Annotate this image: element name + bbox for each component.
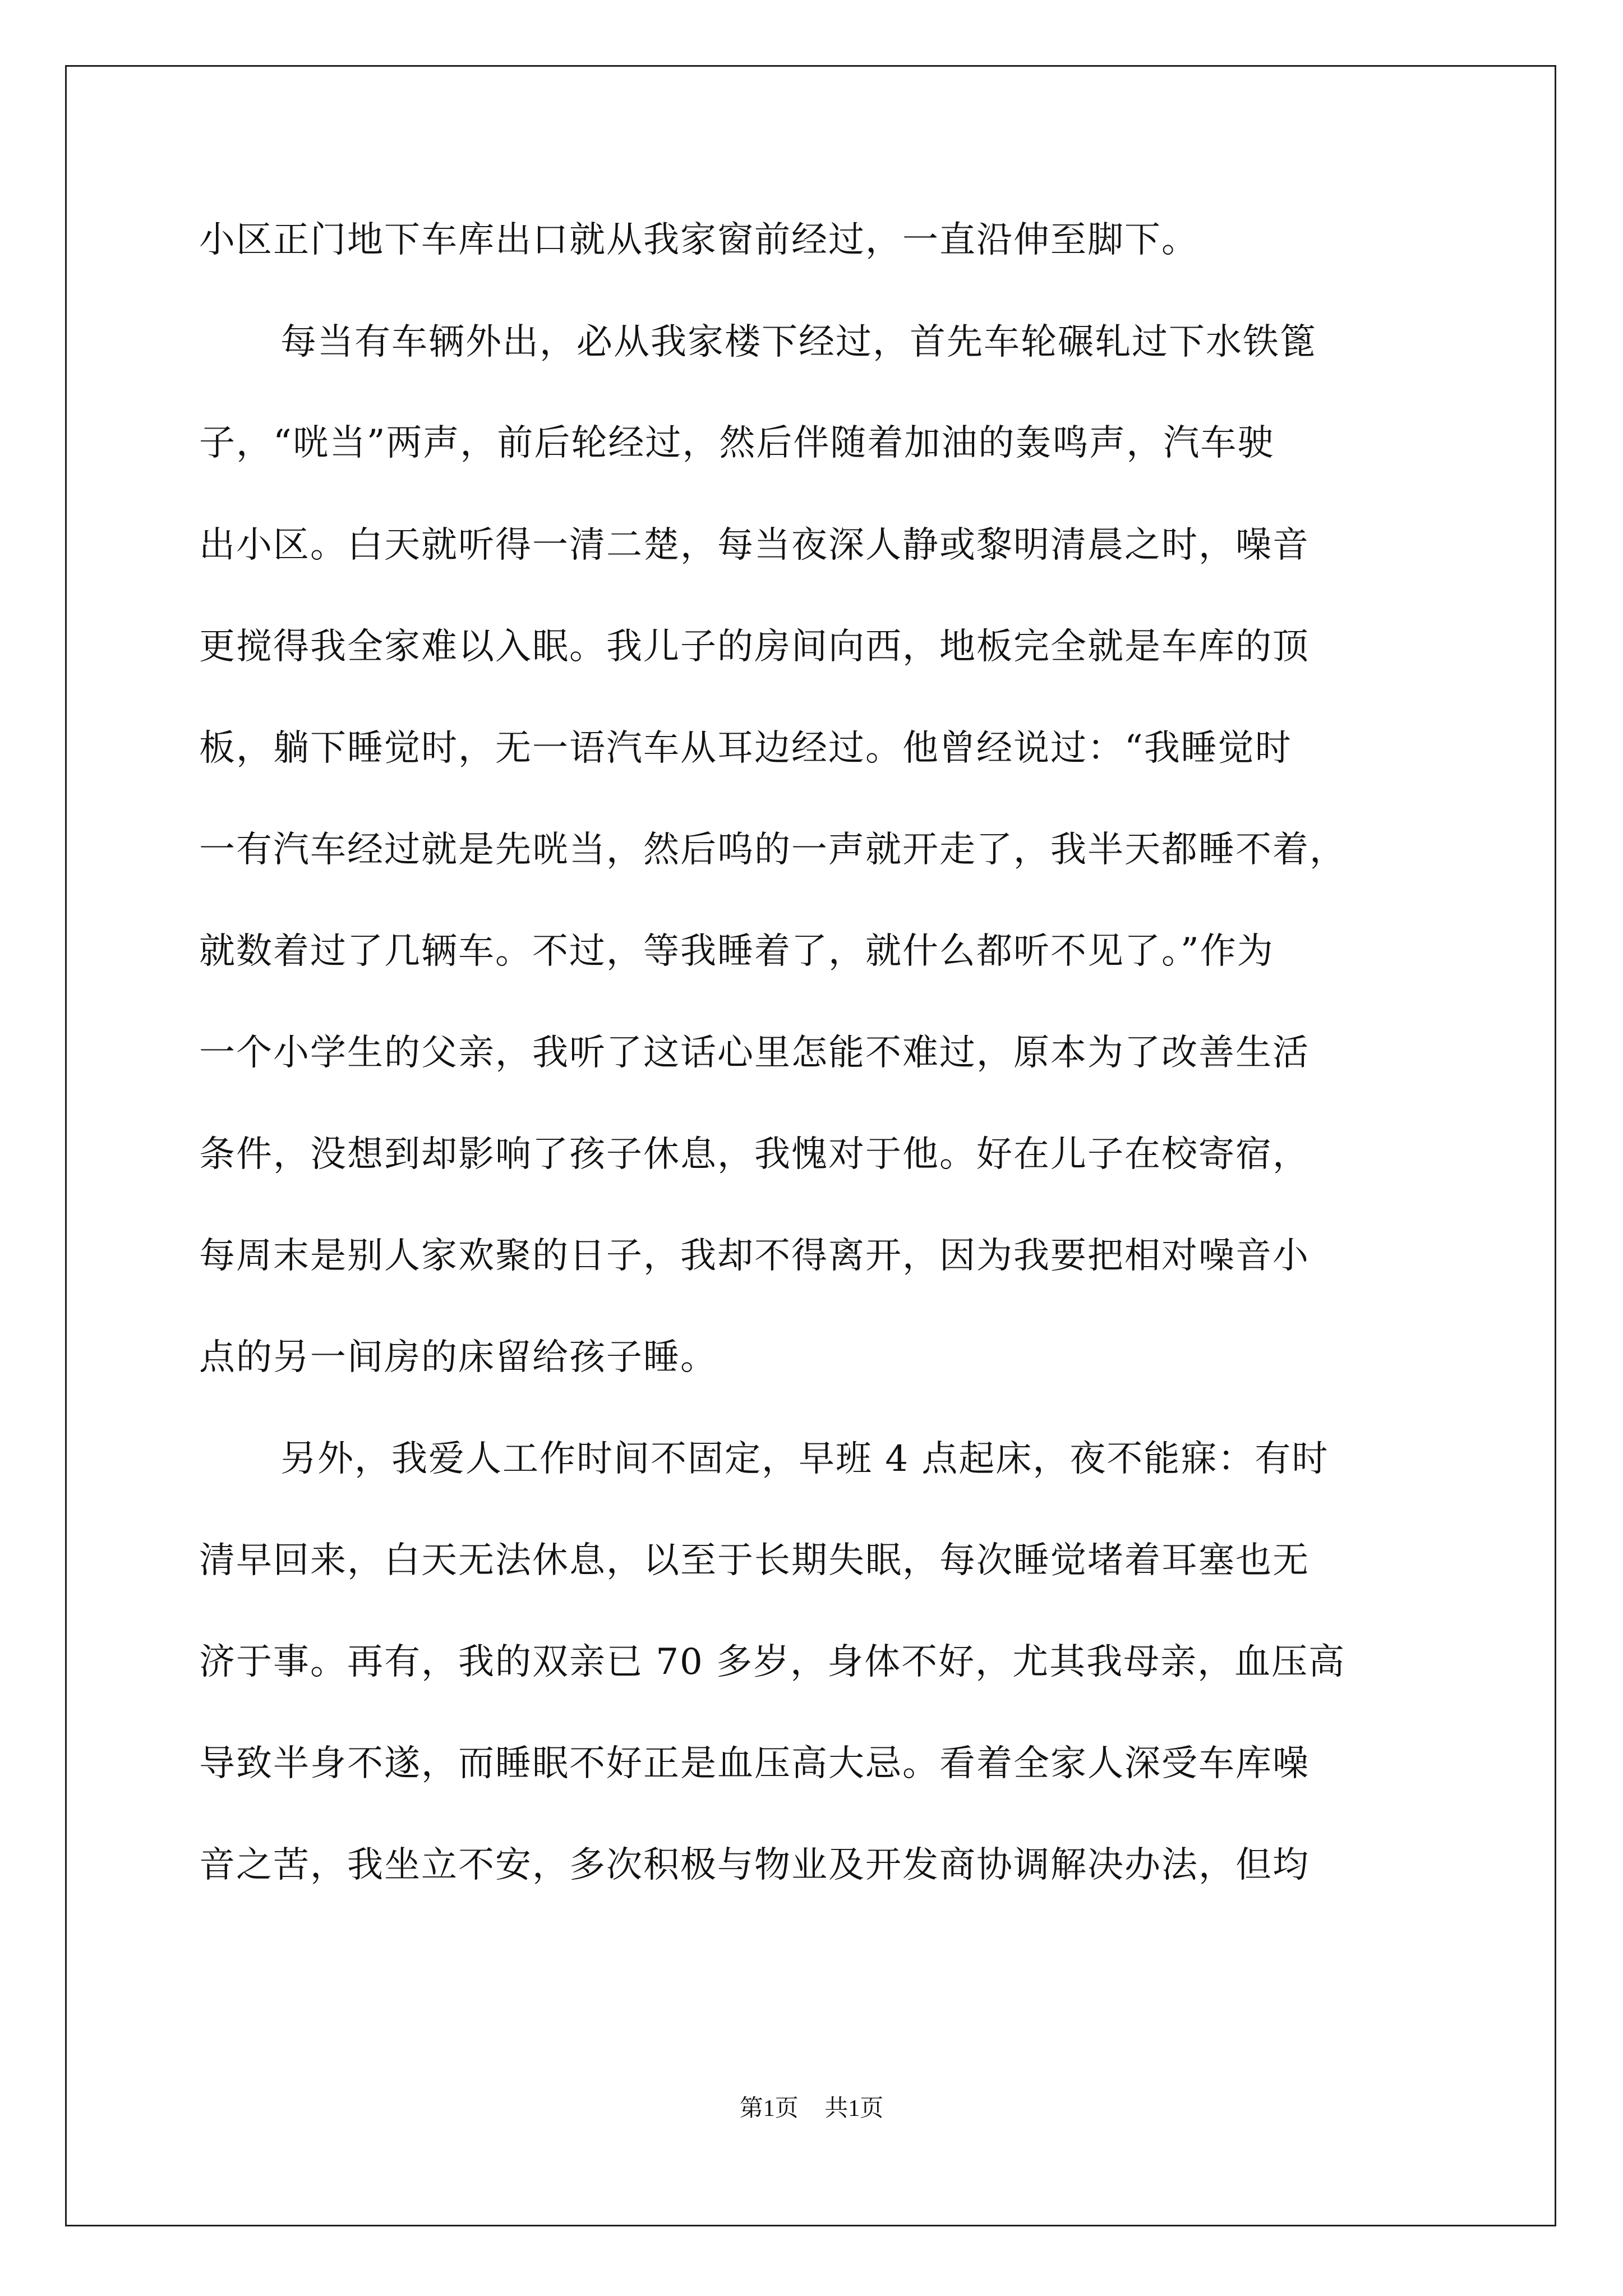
text-line: 音之苦，我坐立不安，多次积极与物业及开发商协调解决办法，但均 <box>199 1844 1310 1886</box>
text-line: 更搅得我全家难以入眠。我儿子的房间向西，地板完全就是车库的顶 <box>199 626 1310 668</box>
text-line: 出小区。白天就听得一清二楚，每当夜深人静或黎明清晨之时，噪音 <box>199 524 1310 566</box>
paragraph-start-line: 另外，我爱人工作时间不固定，早班 4 点起床，夜不能寐：有时 <box>280 1438 1329 1480</box>
text-line: 小区正门地下车库出口就从我家窗前经过，一直沿伸至脚下。 <box>199 219 1198 261</box>
text-line: 济于事。再有，我的双亲已 70 多岁，身体不好，尤其我母亲，血压高 <box>199 1641 1346 1683</box>
text-line: 子，“咣当”两声，前后轮经过，然后伴随着加油的轰鸣声，汽车驶 <box>199 422 1275 464</box>
text-line: 就数着过了几辆车。不过，等我睡着了，就什么都听不见了。”作为 <box>199 931 1274 972</box>
text-line: 点的另一间房的床留给孩子睡。 <box>199 1337 717 1378</box>
paragraph-start-line: 每当有车辆外出，必从我家楼下经过，首先车轮碾轧过下水铁篦 <box>280 321 1317 363</box>
page-total: 共1页 <box>824 2096 884 2122</box>
page-footer <box>0 2090 1623 2123</box>
text-line: 每周末是别人家欢聚的日子，我却不得离开，因为我要把相对噪音小 <box>199 1235 1310 1277</box>
text-line: 清早回来，白天无法休息，以至于长期失眠，每次睡觉堵着耳塞也无 <box>199 1540 1310 1581</box>
text-line: 一个小学生的父亲，我听了这话心里怎能不难过，原本为了改善生活 <box>199 1032 1310 1074</box>
page-number: 第1页 <box>739 2096 799 2122</box>
text-line: 导致半身不遂，而睡眠不好正是血压高大忌。看着全家人深受车库噪 <box>199 1743 1310 1784</box>
text-line: 板，躺下睡觉时，无一语汽车从耳边经过。他曾经说过：“我睡觉时 <box>199 728 1292 769</box>
text-line: 一有汽车经过就是先咣当，然后呜的一声就开走了，我半天都睡不着， <box>199 829 1347 871</box>
text-line: 条件，没想到却影响了孩子休息，我愧对于他。好在儿子在校寄宿， <box>199 1134 1310 1175</box>
